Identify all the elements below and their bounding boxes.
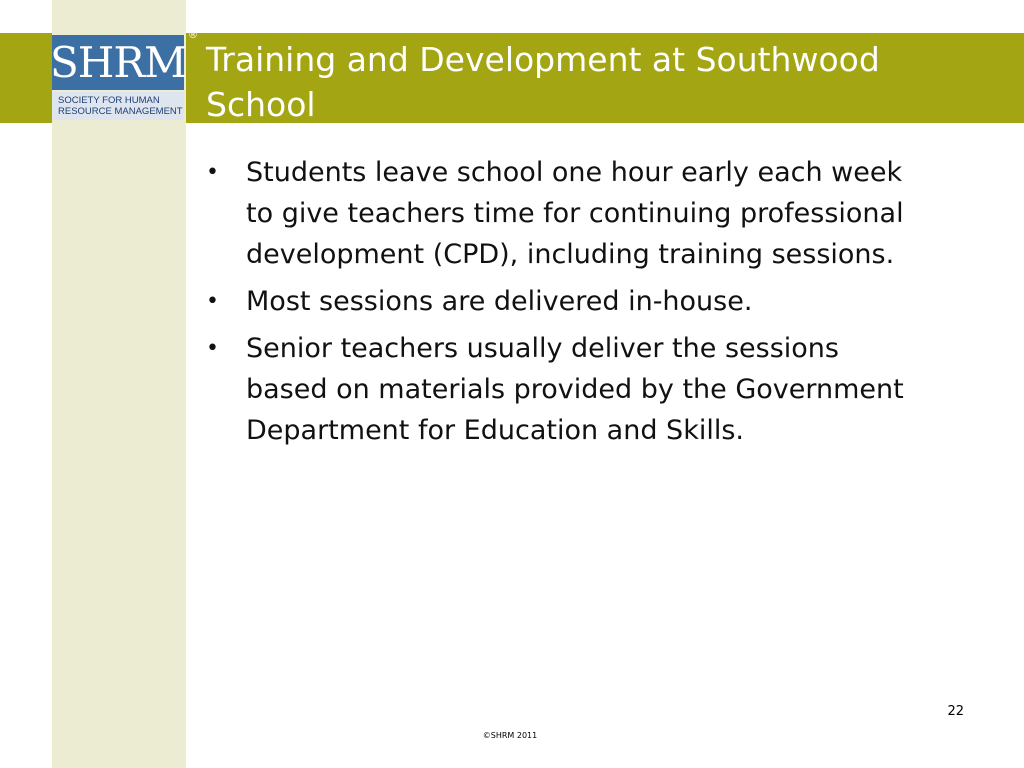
logo-tagline-line-2: RESOURCE MANAGEMENT bbox=[58, 106, 183, 117]
bullet-dot: • bbox=[206, 289, 219, 314]
bullet-text: Most sessions are delivered in-house. bbox=[246, 286, 753, 317]
logo-letters-panel bbox=[49, 35, 187, 90]
bullet-item bbox=[206, 328, 926, 451]
bullet-dot: • bbox=[206, 160, 219, 185]
bullet-list bbox=[206, 152, 926, 457]
registered-mark: ® bbox=[188, 30, 198, 41]
page-number: 22 bbox=[947, 704, 964, 719]
shrm-logo bbox=[49, 33, 187, 123]
logo-letters: SHRM bbox=[49, 37, 187, 87]
bullet-item bbox=[206, 152, 926, 275]
bullet-text: Students leave school one hour early each week to give teachers time for continuing professional development (CPD), including training sessions. bbox=[246, 157, 904, 270]
logo-tagline-panel bbox=[52, 92, 184, 120]
logo-tagline-line-1: SOCIETY FOR HUMAN bbox=[58, 95, 160, 106]
bullet-dot: • bbox=[206, 336, 219, 361]
bullet-text: Senior teachers usually deliver the sessions based on materials provided by the Government Department for Education and Skills. bbox=[246, 333, 904, 446]
copyright-notice: ©SHRM 2011 bbox=[482, 731, 538, 740]
slide-title: Training and Development at Southwood School bbox=[206, 40, 880, 124]
bullet-item bbox=[206, 281, 926, 322]
